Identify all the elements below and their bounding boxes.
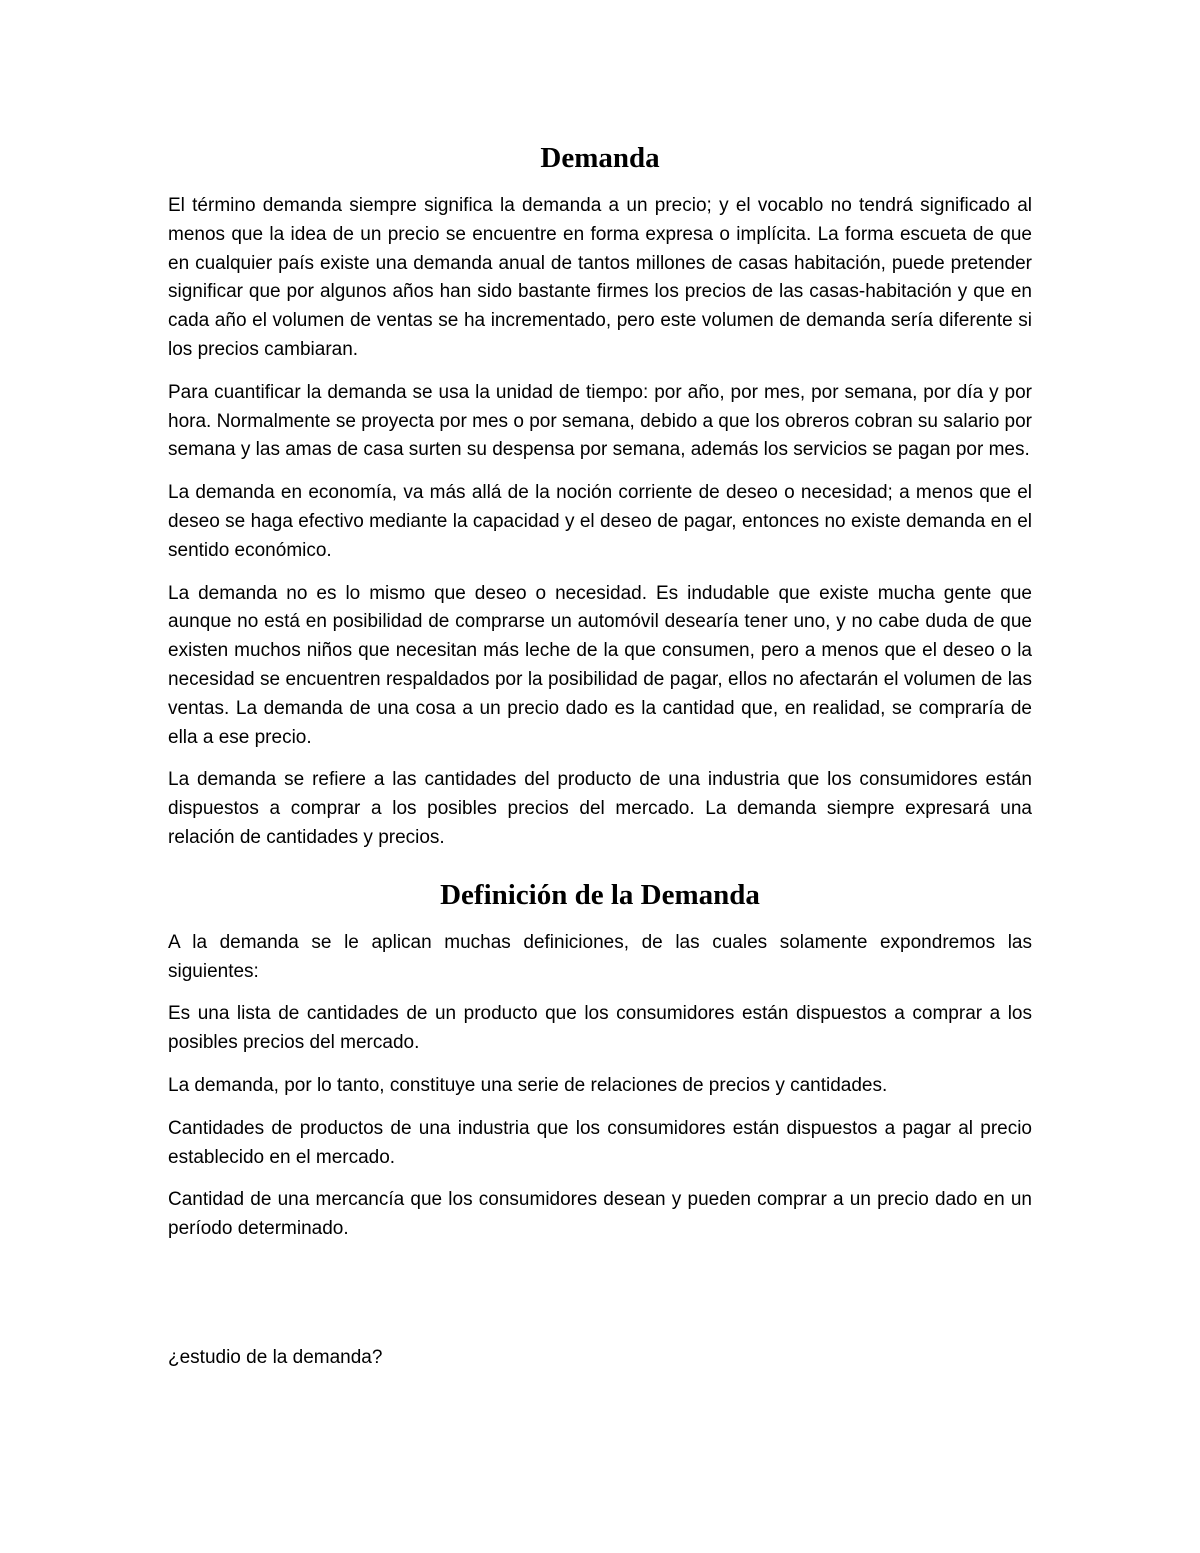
document-page (168, 130, 1032, 1387)
paragraph: Para cuantificar la demanda se usa la unidad de tiempo: por año, por mes, por semana, por día y por hora. Normalmente se proyecta por mes o por semana, debido a que los obreros cobran su salario por semana y las amas de casa surten su despensa por semana, además los servicios se pagan por mes. (168, 381, 1032, 461)
section-title: Definición de la Demanda (440, 878, 760, 911)
document-title: Demanda (540, 142, 660, 174)
paragraph: Es una lista de cantidades de un producto que los consumidores están dispuestos a comprar a los posibles precios del mercado. (168, 1003, 1032, 1054)
paragraph: La demanda se refiere a las cantidades del producto de una industria que los consumidores están dispuestos a comprar a los posibles precios del mercado. La demanda siempre expresará una relación de cantidades y precios. (168, 769, 1032, 848)
paragraph: El término demanda siempre significa la demanda a un precio; y el vocablo no tendrá significado al menos que la idea de un precio se encuentre en forma expresa o implícita. La forma escueta de que en cualquier país existe una demanda anual de tantos millones de casas habitación, puede pretender significar que por algunos años han sido bastante firmes los precios de las casas-habitación y que en cada año el volumen de ventas se ha incrementado, pero este volumen de demanda sería diferente si los precios cambiaran. (168, 195, 1032, 360)
closing-question: ¿estudio de la demanda? (168, 1346, 383, 1368)
paragraph: La demanda en economía, va más allá de la noción corriente de deseo o necesidad; a menos que el deseo se haga efectivo mediante la capacidad y el deseo de pagar, entonces no existe demanda en el sentido económico. (168, 482, 1032, 561)
paragraph: A la demanda se le aplican muchas definiciones, de las cuales solamente expondremos las siguientes: (168, 931, 1032, 982)
paragraph: Cantidad de una mercancía que los consumidores desean y pueden comprar a un precio dado en un período determinado. (168, 1189, 1032, 1240)
paragraph: La demanda no es lo mismo que deseo o necesidad. Es indudable que existe mucha gente que aunque no está en posibilidad de comprarse un automóvil desearía tener uno, y no cabe duda de que existen muchos niños que necesitan más leche de la que consumen, pero a menos que el deseo o la necesidad se encuentren respaldados por la posibilidad de pagar, ellos no afectarán el volumen de las ventas. La demanda de una cosa a un precio dado es la cantidad que, en realidad, se compraría de ella a ese precio. (168, 582, 1032, 748)
paragraph: La demanda, por lo tanto, constituye una serie de relaciones de precios y cantidades. (168, 1074, 888, 1096)
paragraph: Cantidades de productos de una industria que los consumidores están dispuestos a pagar al precio establecido en el mercado. (168, 1117, 1032, 1168)
